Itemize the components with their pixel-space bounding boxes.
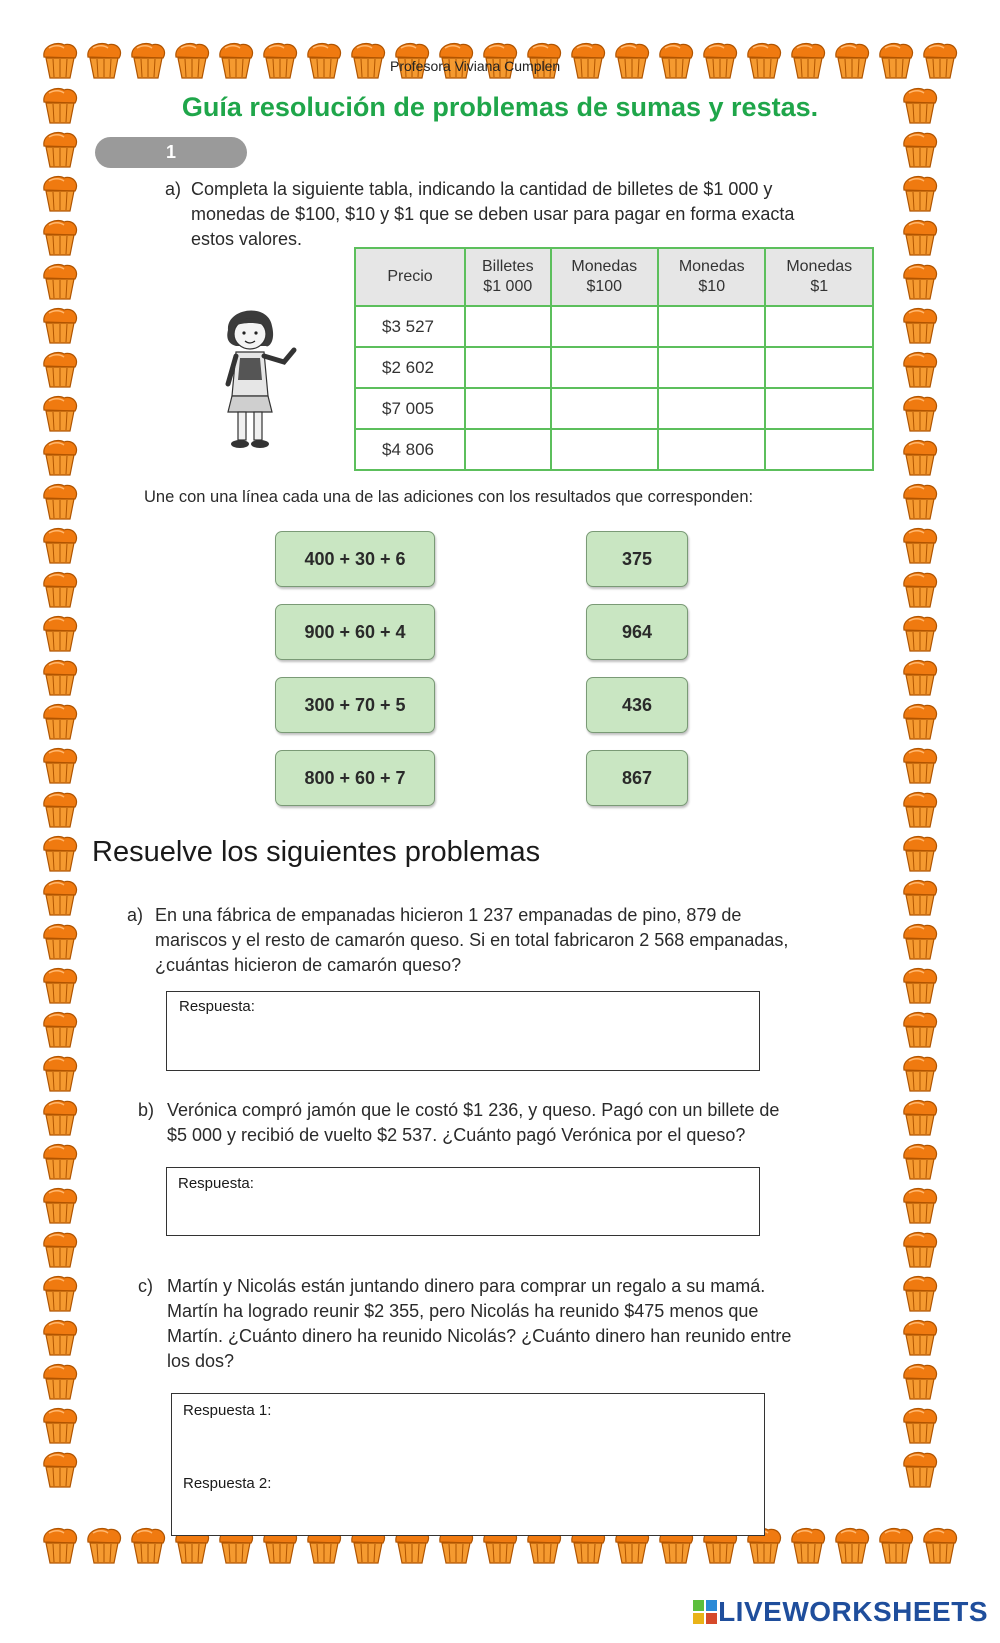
answer-box-a[interactable] [166,991,760,1071]
muffin-icon [40,393,80,433]
answer-cell-monedas-1[interactable] [765,388,873,429]
muffin-icon [304,40,344,80]
author-note: Profesora Viviana Cumplen [390,58,561,74]
result-box[interactable]: 964 [586,604,688,660]
problem-c-text [167,1274,887,1374]
price-cell: $3 527 [355,306,465,347]
muffin-icon [40,789,80,829]
problem-c-line: Martín ha logrado reunir $2 355, pero Nicolás ha reunido $475 menos que [167,1301,759,1321]
muffin-icon [900,965,940,1005]
price-cell: $4 806 [355,429,465,470]
problem-b-line: Verónica compró jamón que le costó $1 236, y queso. Pagó con un billete de [167,1100,780,1120]
muffin-icon [900,789,940,829]
price-cell: $2 602 [355,347,465,388]
muffin-icon [900,921,940,961]
liveworksheets-logo[interactable] [692,1596,988,1628]
problem-c-prefix: c) [138,1276,153,1296]
question-a-line: monedas de $100, $10 y $1 que se deben usar para pagar en forma exacta [191,204,795,224]
muffin-icon [40,745,80,785]
muffin-icon [40,877,80,917]
muffin-icon [40,613,80,653]
answer-cell-monedas-10[interactable] [658,347,765,388]
answer-box-b[interactable] [166,1167,760,1236]
muffin-icon [920,40,960,80]
muffin-icon [900,1009,940,1049]
answer-cell-monedas-10[interactable] [658,429,765,470]
problem-a-line: En una fábrica de empanadas hicieron 1 237 empanadas de pino, 879 de [155,905,742,925]
muffin-icon [40,1229,80,1269]
answer-label-c1: Respuesta 1: [183,1402,272,1419]
muffin-icon [260,40,300,80]
muffin-icon [900,261,940,301]
table-row [355,388,873,429]
answer-cell-monedas-100[interactable] [551,388,658,429]
muffin-icon [40,1273,80,1313]
muffin-icon [612,40,652,80]
muffin-icon [900,745,940,785]
muffin-icon [40,1361,80,1401]
muffin-icon [900,877,940,917]
girl-illustration [206,300,306,452]
question-a-line: estos valores. [191,229,303,249]
problem-b-line: $5 000 y recibió de vuelto $2 537. ¿Cuánto pagó Verónica por el queso? [167,1125,746,1145]
muffin-icon [900,1273,940,1313]
muffin-icon [348,40,388,80]
muffin-icon [40,657,80,697]
liveworksheets-icon [692,1599,718,1625]
answer-cell-billetes[interactable] [465,429,551,470]
matching-instruction: Une con una línea cada una de las adiciones con los resultados que corresponden: [144,488,754,506]
problem-c-line: los dos? [167,1351,235,1371]
muffin-icon [216,40,256,80]
answer-cell-monedas-10[interactable] [658,306,765,347]
answer-cell-monedas-1[interactable] [765,306,873,347]
muffin-icon [700,40,740,80]
answer-cell-billetes[interactable] [465,306,551,347]
muffin-icon [900,217,940,257]
muffin-icon [40,1141,80,1181]
answer-cell-monedas-100[interactable] [551,306,658,347]
muffin-icon [40,1525,80,1565]
muffin-icon [900,657,940,697]
muffin-icon [40,261,80,301]
header-precio: Precio [355,248,465,306]
muffin-icon [788,40,828,80]
answer-label-b: Respuesta: [178,1175,254,1192]
muffin-icon [900,349,940,389]
question-a-text [191,177,871,252]
muffin-icon [900,1405,940,1445]
header-monedas-100: Monedas $100 [551,248,658,306]
answer-cell-monedas-100[interactable] [551,429,658,470]
answer-cell-monedas-1[interactable] [765,429,873,470]
muffin-icon [40,1009,80,1049]
muffin-icon [40,701,80,741]
muffin-icon [40,437,80,477]
muffin-icon [900,1053,940,1093]
muffin-icon [900,437,940,477]
problem-b-prefix: b) [138,1100,155,1120]
muffin-icon [40,965,80,1005]
muffin-icon [832,40,872,80]
problem-a-line: mariscos y el resto de camarón queso. Si en total fabricaron 2 568 empanadas, [155,930,789,950]
problem-c-line: Martín. ¿Cuánto dinero ha reunido Nicolás? ¿Cuánto dinero han reunido entre [167,1326,792,1346]
result-box[interactable]: 375 [586,531,688,587]
addition-box[interactable]: 400 + 30 + 6 [275,531,435,587]
muffin-icon [900,1097,940,1137]
muffin-icon [900,305,940,345]
muffin-icon [900,569,940,609]
muffin-icon [900,1449,940,1489]
problem-b-text [167,1098,877,1148]
answer-cell-monedas-100[interactable] [551,347,658,388]
question-a-line: Completa la siguiente tabla, indicando la cantidad de billetes de $1 000 y [191,179,773,199]
muffin-icon [900,1229,940,1269]
muffin-icon [900,833,940,873]
muffin-icon [900,1361,940,1401]
muffin-icon [40,1097,80,1137]
problem-a-line: ¿cuántas hicieron de camarón queso? [155,955,462,975]
muffin-icon [40,129,80,169]
muffin-icon [40,40,80,80]
result-box[interactable]: 436 [586,677,688,733]
muffin-icon [40,1185,80,1225]
muffin-icon [84,40,124,80]
muffin-icon [900,701,940,741]
muffin-icon [900,129,940,169]
muffin-icon [920,1525,960,1565]
muffin-icon [128,40,168,80]
addition-box[interactable]: 900 + 60 + 4 [275,604,435,660]
result-box[interactable]: 867 [586,750,688,806]
muffin-icon [40,569,80,609]
muffin-icon [40,1317,80,1357]
muffin-icon [40,1053,80,1093]
muffin-icon [832,1525,872,1565]
muffin-icon [40,833,80,873]
price-table [354,247,874,471]
muffin-icon [876,40,916,80]
answer-cell-billetes[interactable] [465,388,551,429]
muffin-icon [900,393,940,433]
muffin-icon [788,1525,828,1565]
muffin-icon [40,921,80,961]
muffin-icon [40,481,80,521]
muffin-icon [40,305,80,345]
table-header-row [355,248,873,306]
muffin-icon [172,40,212,80]
question-a-prefix: a) [165,179,182,199]
muffin-icon [40,1449,80,1489]
muffin-icon [900,1317,940,1357]
header-monedas-1: Monedas $1 [765,248,873,306]
muffin-icon [876,1525,916,1565]
header-monedas-10: Monedas $10 [658,248,765,306]
muffin-icon [900,1185,940,1225]
answer-cell-monedas-10[interactable] [658,388,765,429]
table-row [355,347,873,388]
muffin-icon [900,173,940,213]
table-row [355,306,873,347]
problem-c-line: Martín y Nicolás están juntando dinero para comprar un regalo a su mamá. [167,1276,766,1296]
muffin-icon [900,1141,940,1181]
muffin-icon [40,217,80,257]
logo-text: LIVEWORKSHEETS [718,1596,988,1627]
table-row [355,429,873,470]
header-billetes: Billetes $1 000 [465,248,551,306]
problems-heading: Resuelve los siguientes problemas [92,836,541,868]
addition-box[interactable]: 300 + 70 + 5 [275,677,435,733]
answer-cell-billetes[interactable] [465,347,551,388]
muffin-icon [84,1525,124,1565]
answer-label-a: Respuesta: [179,998,255,1015]
answer-label-c2: Respuesta 2: [183,1475,272,1492]
muffin-icon [40,349,80,389]
muffin-icon [744,40,784,80]
muffin-icon [128,1525,168,1565]
muffin-icon [40,525,80,565]
addition-box[interactable]: 800 + 60 + 7 [275,750,435,806]
page-title: Guía resolución de problemas de sumas y restas. [181,92,819,122]
muffin-icon [40,173,80,213]
problem-a-prefix: a) [127,905,144,925]
section-badge: 1 [95,137,247,168]
muffin-icon [900,613,940,653]
price-cell: $7 005 [355,388,465,429]
muffin-icon [568,40,608,80]
problem-a-text [155,903,875,978]
muffin-icon [900,481,940,521]
answer-cell-monedas-1[interactable] [765,347,873,388]
muffin-icon [656,40,696,80]
muffin-icon [900,525,940,565]
muffin-icon [40,1405,80,1445]
